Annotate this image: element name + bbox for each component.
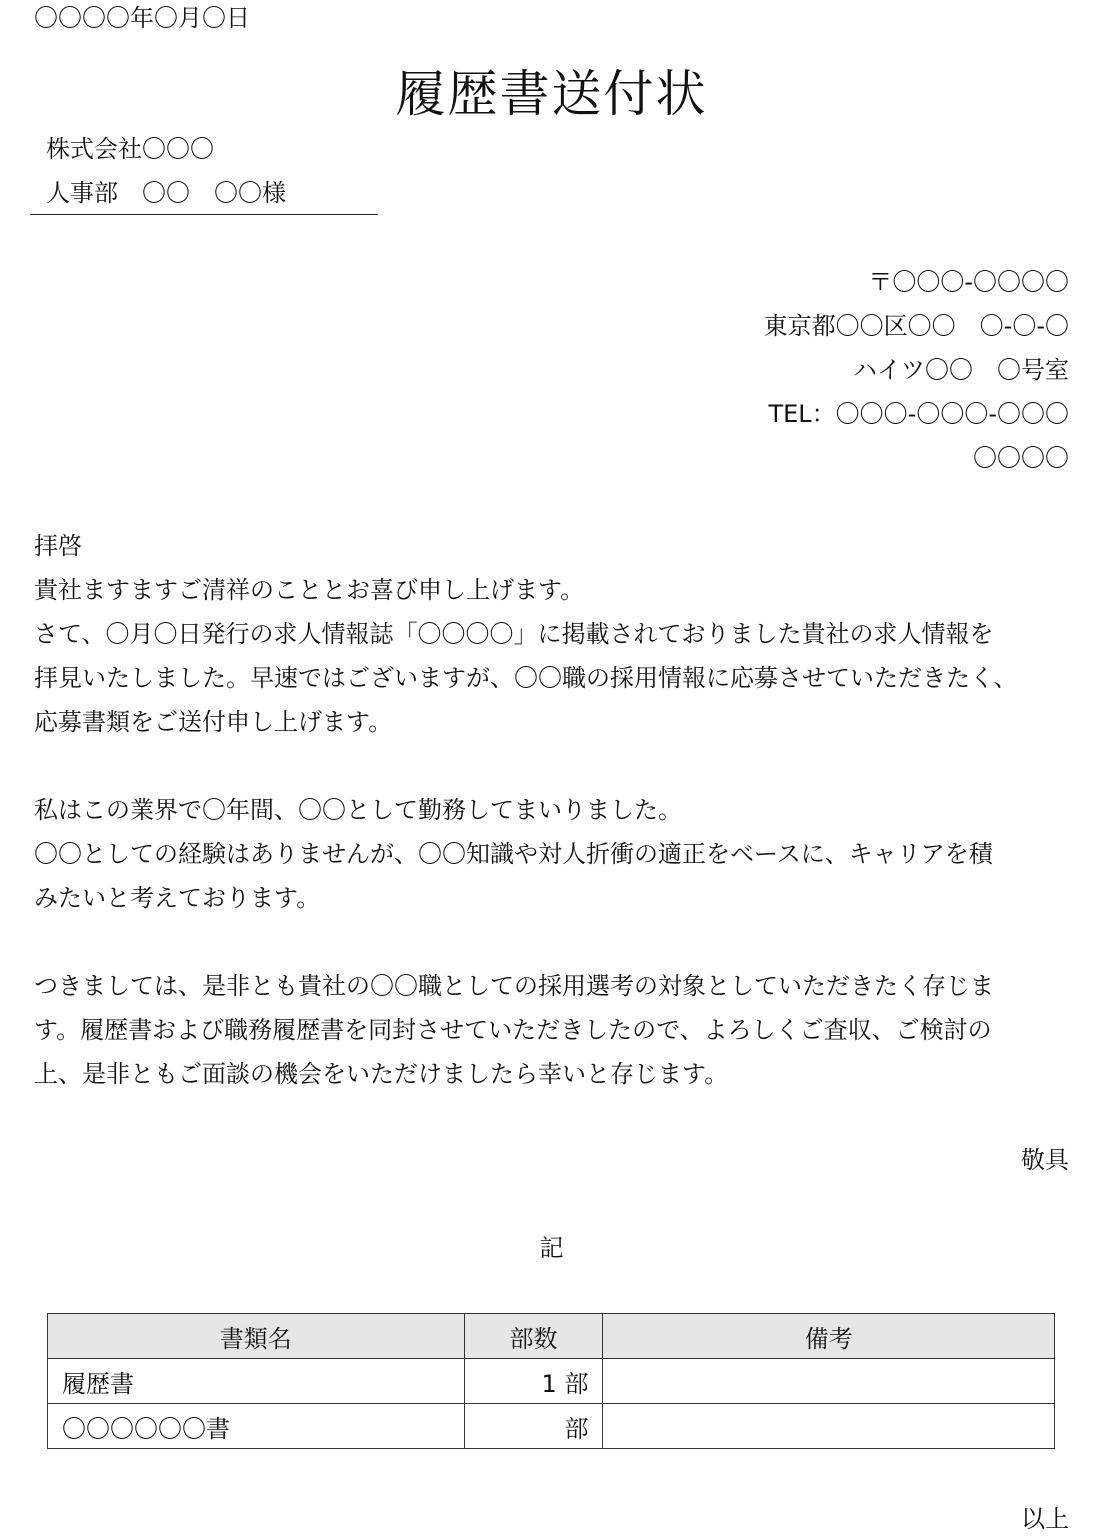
document-name-cell: 履歴書 [48, 1359, 465, 1404]
ki-heading: 記 [539, 1234, 564, 1262]
body-line: 私はこの業界で〇年間、〇〇として勤務してまいりました。 [34, 796, 682, 824]
body-line: す。履歴書および職務履歴書を同封させていただきしたので、よろしくご査収、ご検討の [34, 1016, 992, 1044]
body-line: 貴社ますますご清祥のこととお喜び申し上げます。 [34, 576, 585, 604]
recipient-underline [30, 214, 378, 215]
sender-block [764, 268, 1069, 488]
table-header-row [48, 1314, 1055, 1359]
body-line: みたいと考えております。 [34, 884, 321, 912]
header-document-name: 書類名 [48, 1314, 465, 1359]
enclosure-table [47, 1313, 1055, 1449]
header-notes: 備考 [603, 1314, 1055, 1359]
recipient-company: 株式会社〇〇〇 [46, 135, 214, 163]
greeting-opening: 拝啓 [34, 532, 82, 560]
document-name-cell: 〇〇〇〇〇〇書 [48, 1404, 465, 1449]
recipient-person: 人事部 〇〇 〇〇様 [46, 179, 286, 207]
body-line: 〇〇としての経験はありませんが、〇〇知識や対人折衝の適正をベースに、キャリアを積 [34, 840, 993, 868]
body-line: さて、〇月〇日発行の求人情報誌「〇〇〇〇」に掲載されておりました貴社の求人情報を [34, 620, 994, 648]
sender-postal: 〒〇〇〇-〇〇〇〇 [868, 268, 1069, 296]
end-marker: 以上 [1021, 1505, 1069, 1533]
date: 〇〇〇〇年〇月〇日 [34, 4, 250, 32]
sender-tel: TEL：〇〇〇-〇〇〇-〇〇〇 [768, 400, 1069, 428]
body-line: 拝見いたしました。早速ではございますが、〇〇職の採用情報に応募させていただきたく、 [34, 664, 1018, 692]
body-line: 上、是非ともご面談の機会をいただけましたら幸いと存じます。 [34, 1060, 729, 1088]
notes-cell [603, 1404, 1055, 1449]
notes-cell [603, 1359, 1055, 1404]
recipient-block [46, 133, 286, 221]
sender-name: 〇〇〇〇 [973, 444, 1069, 472]
closing-phrase: 敬具 [1021, 1146, 1069, 1174]
table-row [48, 1359, 1055, 1404]
header-copies: 部数 [464, 1314, 603, 1359]
copies-cell: 部 [464, 1404, 603, 1449]
body-line: つきましては、是非とも貴社の〇〇職としての採用選考の対象としていただきたく存じま [34, 972, 994, 1000]
body-line: 応募書類をご送付申し上げます。 [34, 708, 393, 736]
sender-address2: ハイツ〇〇 〇号室 [853, 356, 1069, 384]
sender-address1: 東京都〇〇区〇〇 〇-〇-〇 [763, 312, 1069, 340]
table-row [48, 1404, 1055, 1449]
page-title: 履歴書送付状 [395, 65, 708, 123]
copies-cell: 1 部 [464, 1359, 603, 1404]
